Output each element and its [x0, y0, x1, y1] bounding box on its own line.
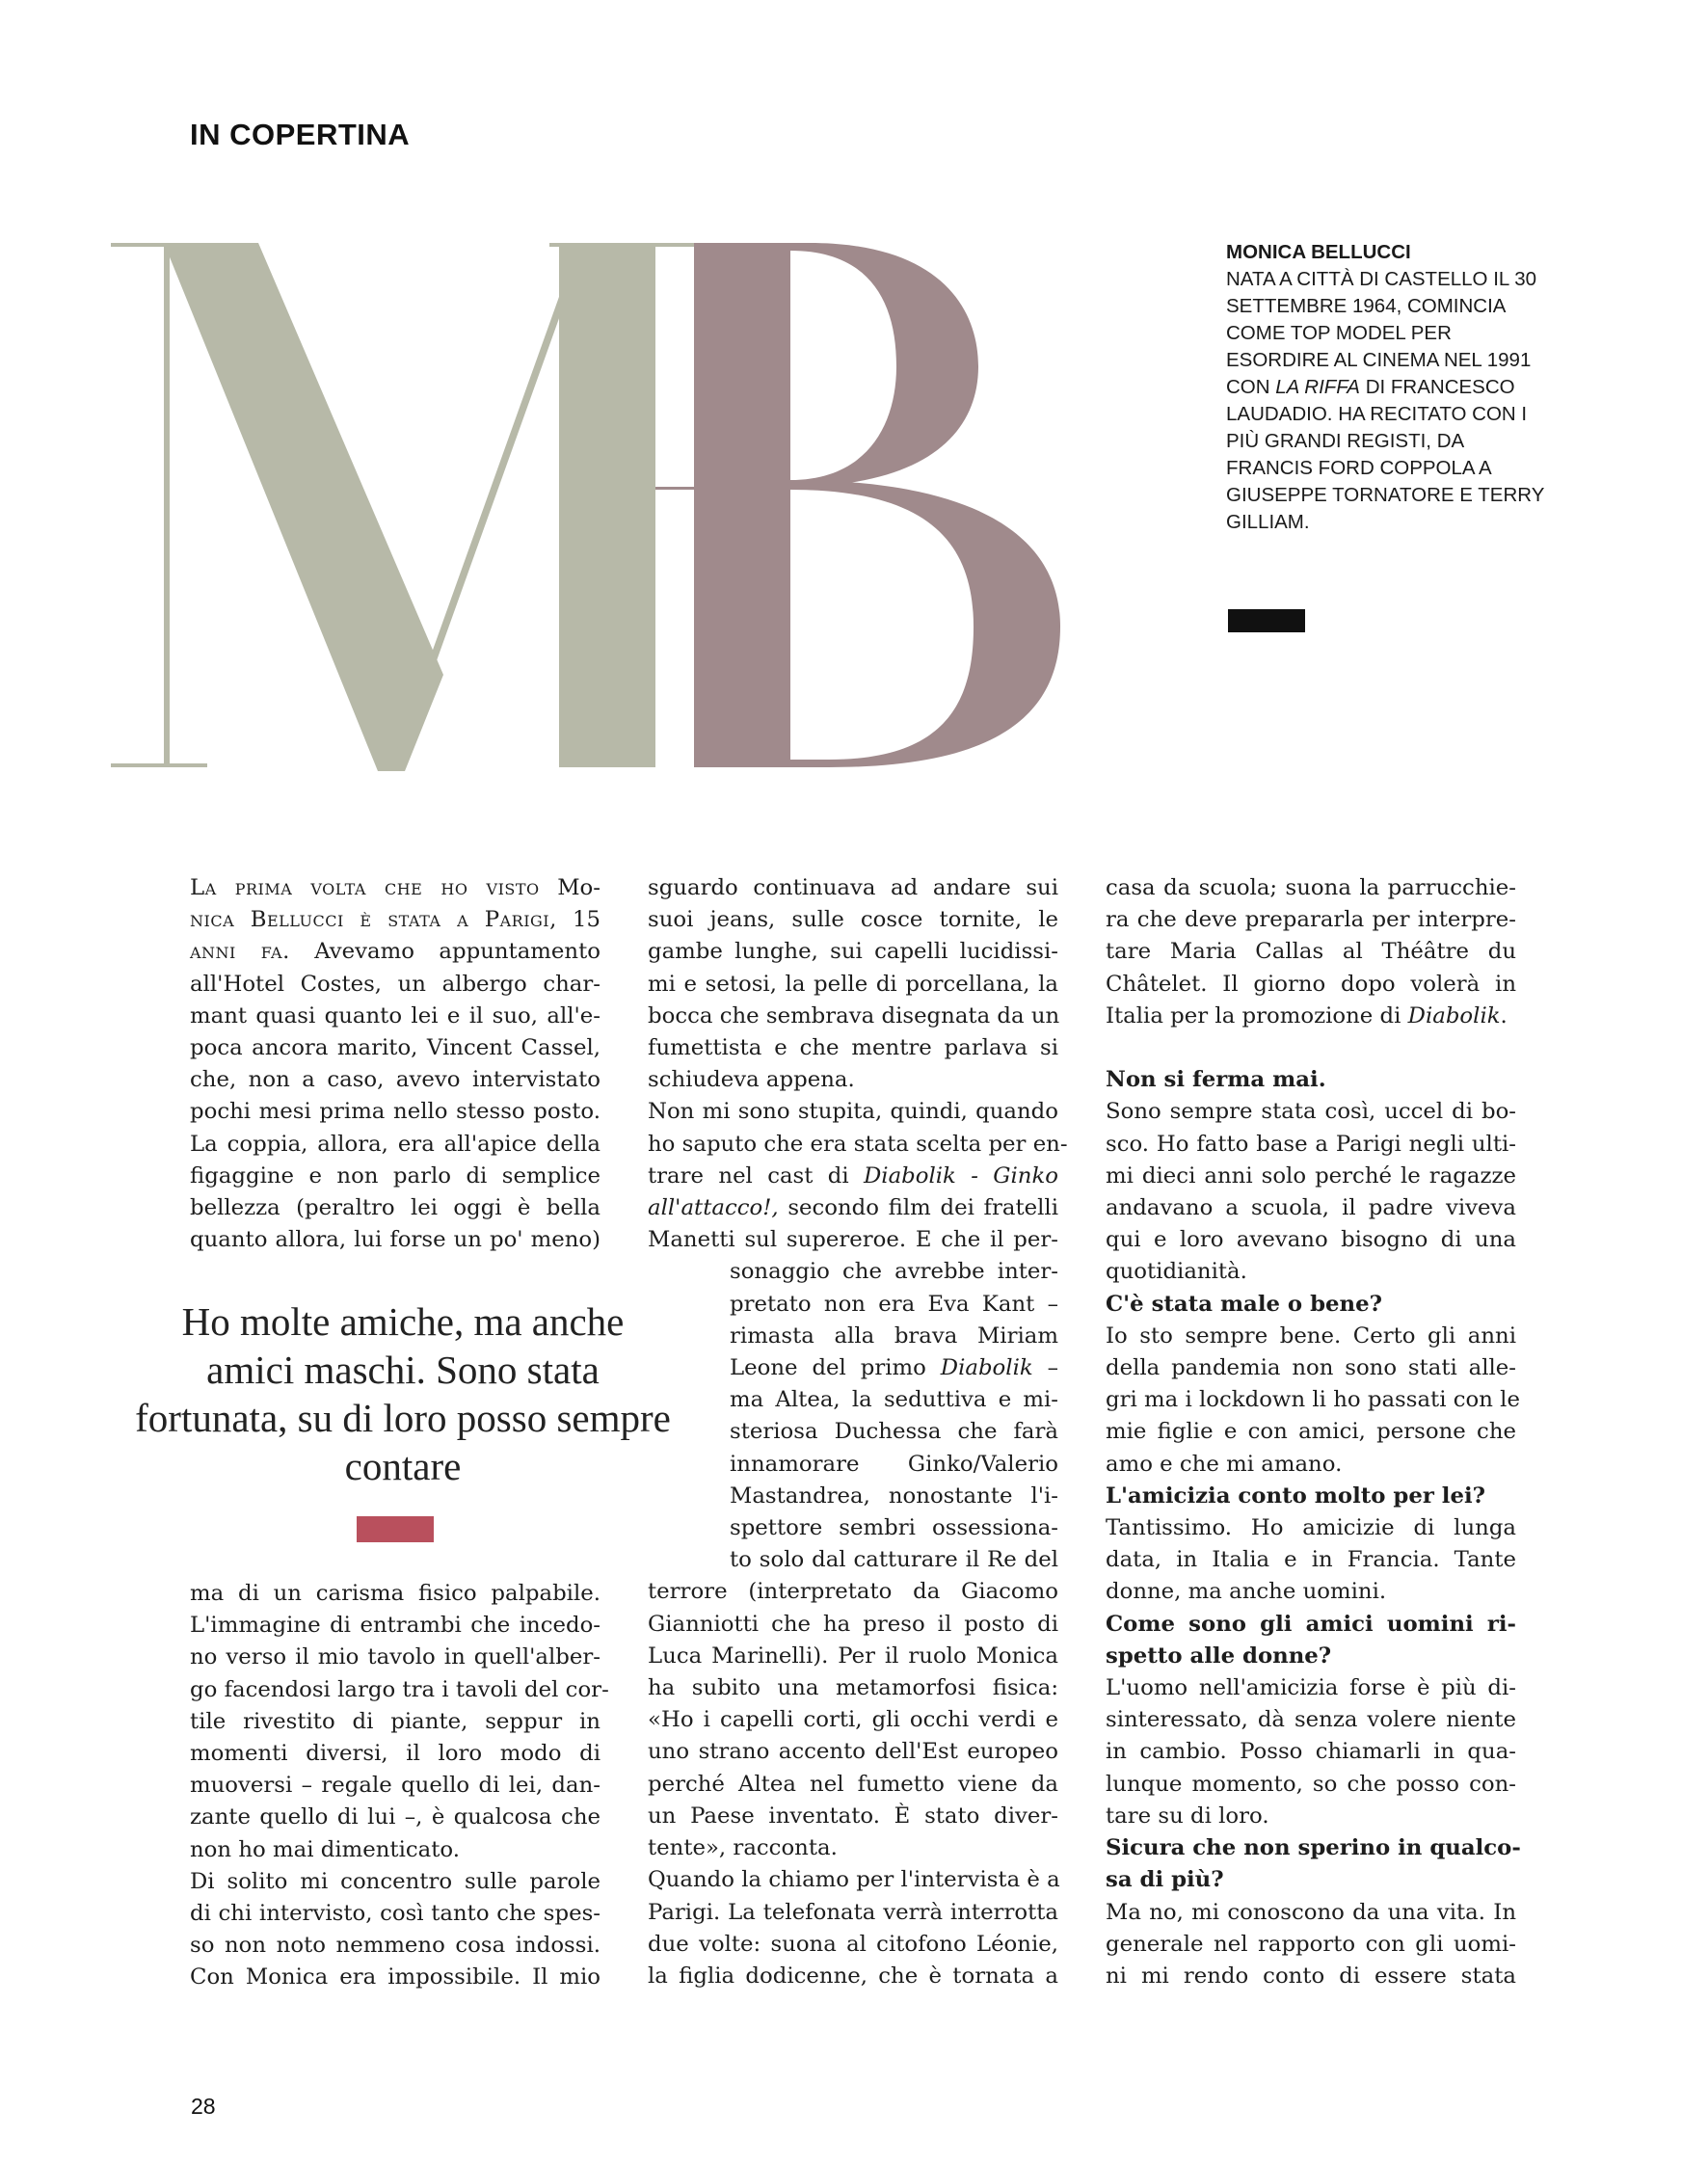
bio-name: MONICA BELLUCCI [1226, 241, 1411, 263]
monogram-letter-m [111, 243, 694, 771]
pull-quote: Ho molte amiche, ma anche amici maschi. Sono stata fortunata, su di loro posso sempre contare [135, 1299, 671, 1488]
page-number: 28 [191, 2094, 216, 2119]
column-2: sguardo continuava ad andare sui suoi jeans, sulle cosce tornite, le gambe lunghe, sui capelli lucidissi- mi e setosi, la pelle di porcellana, la bocca che sembrava disegnata da un fumettista e che mentre parlava si schiudeva appena. Non mi sono stupita, quindi, quando ho saputo che era stata scelta per en- trare nel cast di Diabolik - Ginko all'attacco!, secondo film dei fratelli Manetti sul supereroe. E che il per- sonaggio che avrebbe inter- pretato non era Eva Kant – rimasta alla brava Miriam Leone del primo Diabolik – ma Altea, la seduttiva e mi- steriosa Duchessa che farà innamorare Ginko/Valerio Mastandrea, nonostante l'i- spettore sembri ossessiona- to solo dal catturare il Re del terrore (interpretato da Giacomo Gianniotti che ha preso il posto di Luca Marinelli). Per il ruolo Monica ha subito una metamorfosi fisica: «Ho i capelli corti, gli occhi verdi e uno strano accento dell'Est europeo perché Altea nel fumetto viene da un Paese inventato. È stato diver- tente», racconta. Quando la chiamo per l'intervista è a Parigi. La telefonata verrà interrotta due volte: suona al citofono Léonie, la figlia dodicenne, che è tornata a [648, 875, 1068, 1989]
section-label: IN COPERTINA [190, 118, 411, 151]
bio-text-1: NATA A CITTÀ DI CASTELLO IL 30 SETTEMBRE 1964, COMINCIA COME TOP MODEL PER ESORDIRE AL CINEMA NEL 1991 CON [1226, 268, 1537, 398]
monogram-letter-b [655, 243, 1060, 767]
bio-text-2: DI FRANCESCO LAUDADIO. HA RECITATO CON I PIÙ GRANDI REGISTI, DA FRANCIS FORD COPPOLA A GIUSEPPE TORNATORE E TERRY GILLIAM. [1226, 376, 1545, 533]
bio-film-title: LA RIFFA [1275, 376, 1360, 398]
column-3: casa da scuola; suona la parrucchie- ra che deve prepararla per interpre- tare Maria Callas al Théâtre du Châtelet. Il giorno dopo volerà in Italia per la promozione di Diabolik. Non si ferma mai. Sono sempre stata così, uccel di bo- sco. Ho fatto base a Parigi negli ulti- mi dieci anni solo perché le ragazze andavano a scuola, il padre viveva qui e loro avevano bisogno di una quotidianità. C'è stata male o bene? Io sto sempre bene. Certo gli anni della pandemia non sono stati alle- gri ma i lockdown li ho passati con le mie figlie e con amici, persone che amo e che mi amano. L'amicizia conto molto per lei? Tantissimo. Ho amicizie di lunga data, in Italia e in Francia. Tante donne, ma anche uomini. Come sono gli amici uomini ri- spetto alle donne? L'uomo nell'amicizia forse è più di- sinteressato, dà senza volere niente in cambio. Posso chiamarli in qua- lunque momento, so che posso con- tare su di loro. Sicura che non sperino in qualco- sa di più? Ma no, mi conoscono da una vita. In generale nel rapporto con gli uomi- ni mi rendo conto di essere stata [1106, 875, 1521, 1989]
sidebar-divider [1228, 609, 1305, 632]
pull-quote-accent [357, 1516, 434, 1542]
column-1-continued: ma di un carisma fisico palpabile. L'immagine di entrambi che incedo- no verso il mio tavolo in quell'alber- go facendosi largo tra i tavoli del cor- tile rivestito di piante, seppur in momenti diversi, il loro modo di muoversi – regale quello di lei, dan- zante quello di lui –, è qualcosa che non ho mai dimenticato. Di solito mi concentro sulle parole di chi intervisto, così tanto che spes- so non noto nemmeno cosa indossi. Con Monica era impossibile. Il mio [190, 1581, 609, 1990]
column-1: La prima volta che ho visto Mo- nica Bellucci è stata a Parigi, 15 anni fa. Avevamo appuntamento all'Hotel Costes, un albergo char- mant quasi quanto lei e il suo, all'e- poca ancora marito, Vincent Cassel, che, non a caso, avevo intervistato pochi mesi prima nello stesso posto. La coppia, allora, era all'apice della figaggine e non parlo di semplice bellezza (peraltro lei oggi è bella quanto allora, lui forse un po' meno) [190, 875, 600, 1253]
sidebar-bio [1226, 239, 1544, 536]
